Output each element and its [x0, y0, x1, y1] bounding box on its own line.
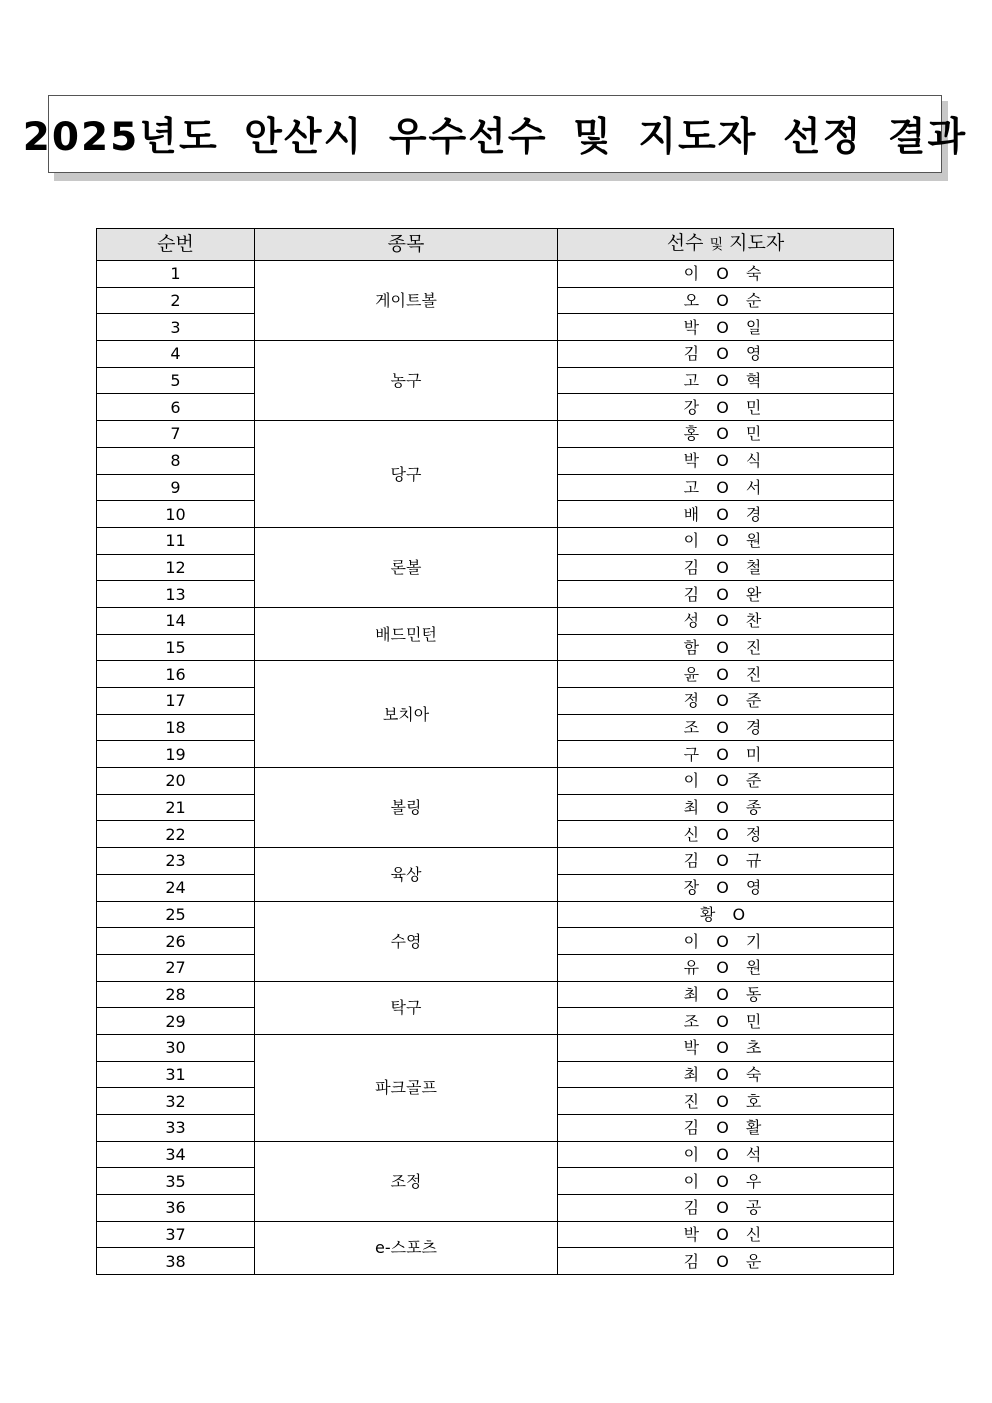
- table-row: [97, 421, 894, 448]
- row-number-cell: 24: [97, 874, 255, 901]
- row-number-cell: 22: [97, 821, 255, 848]
- athlete-name-cell: 성 O 찬: [558, 607, 894, 634]
- table-row: [97, 768, 894, 795]
- row-number-cell: 30: [97, 1034, 255, 1061]
- athlete-name-cell: 유 O 원: [558, 954, 894, 981]
- row-number-cell: 16: [97, 661, 255, 688]
- selection-table: [96, 228, 894, 1275]
- row-number-cell: 28: [97, 981, 255, 1008]
- row-number-cell: 14: [97, 607, 255, 634]
- row-number-cell: 4: [97, 341, 255, 368]
- sport-cell: 탁구: [255, 981, 558, 1034]
- sport-cell: 론볼: [255, 527, 558, 607]
- athlete-name-cell: 이 O 준: [558, 768, 894, 795]
- row-number-cell: 32: [97, 1088, 255, 1115]
- table-row: [97, 607, 894, 634]
- athlete-name-cell: 이 O 우: [558, 1168, 894, 1195]
- table-row: [97, 261, 894, 288]
- athlete-name-cell: 고 O 서: [558, 474, 894, 501]
- athlete-name-cell: 신 O 정: [558, 821, 894, 848]
- row-number-cell: 31: [97, 1061, 255, 1088]
- athlete-name-cell: 김 O 운: [558, 1248, 894, 1275]
- header-and-label: 및: [709, 237, 724, 253]
- row-number-cell: 27: [97, 954, 255, 981]
- title-box: [22, 95, 968, 173]
- header-athlete: [558, 229, 894, 261]
- athlete-name-cell: 김 O 규: [558, 848, 894, 875]
- table-header-row: [97, 229, 894, 261]
- row-number-cell: 38: [97, 1248, 255, 1275]
- athlete-name-cell: 최 O 동: [558, 981, 894, 1008]
- sport-cell: 농구: [255, 341, 558, 421]
- row-number-cell: 2: [97, 287, 255, 314]
- athlete-name-cell: 홍 O 민: [558, 421, 894, 448]
- athlete-name-cell: 이 O 원: [558, 527, 894, 554]
- row-number-cell: 10: [97, 501, 255, 528]
- athlete-name-cell: 김 O 철: [558, 554, 894, 581]
- header-number: 순번: [97, 229, 255, 261]
- athlete-name-cell: 함 O 진: [558, 634, 894, 661]
- athlete-name-cell: 박 O 신: [558, 1221, 894, 1248]
- athlete-name-cell: 김 O 완: [558, 581, 894, 608]
- athlete-name-cell: 장 O 영: [558, 874, 894, 901]
- row-number-cell: 36: [97, 1195, 255, 1222]
- athlete-name-cell: 강 O 민: [558, 394, 894, 421]
- row-number-cell: 15: [97, 634, 255, 661]
- page-title: 2025년도 안산시 우수선수 및 지도자 선정 결과: [22, 115, 968, 160]
- row-number-cell: 37: [97, 1221, 255, 1248]
- header-athlete-label: 선수: [666, 232, 704, 254]
- sport-cell: 육상: [255, 848, 558, 901]
- sport-cell: 게이트볼: [255, 261, 558, 341]
- athlete-name-cell: 오 O 순: [558, 287, 894, 314]
- athlete-name-cell: 이 O 석: [558, 1141, 894, 1168]
- row-number-cell: 29: [97, 1008, 255, 1035]
- row-number-cell: 34: [97, 1141, 255, 1168]
- row-number-cell: 19: [97, 741, 255, 768]
- sport-cell: 수영: [255, 901, 558, 981]
- table-row: [97, 981, 894, 1008]
- athlete-name-cell: 고 O 혁: [558, 367, 894, 394]
- athlete-name-cell: 박 O 식: [558, 447, 894, 474]
- row-number-cell: 1: [97, 261, 255, 288]
- athlete-name-cell: 이 O 기: [558, 928, 894, 955]
- row-number-cell: 11: [97, 527, 255, 554]
- sport-cell: 조정: [255, 1141, 558, 1221]
- athlete-name-cell: 김 O 공: [558, 1195, 894, 1222]
- row-number-cell: 13: [97, 581, 255, 608]
- row-number-cell: 8: [97, 447, 255, 474]
- athlete-name-cell: 조 O 민: [558, 1008, 894, 1035]
- header-coach-label: 지도자: [729, 232, 785, 254]
- table-row: [97, 1141, 894, 1168]
- athlete-name-cell: 구 O 미: [558, 741, 894, 768]
- athlete-name-cell: 배 O 경: [558, 501, 894, 528]
- row-number-cell: 7: [97, 421, 255, 448]
- athlete-name-cell: 최 O 숙: [558, 1061, 894, 1088]
- row-number-cell: 20: [97, 768, 255, 795]
- row-number-cell: 25: [97, 901, 255, 928]
- row-number-cell: 3: [97, 314, 255, 341]
- athlete-name-cell: 진 O 호: [558, 1088, 894, 1115]
- athlete-name-cell: 박 O 일: [558, 314, 894, 341]
- table-row: [97, 848, 894, 875]
- row-number-cell: 9: [97, 474, 255, 501]
- row-number-cell: 6: [97, 394, 255, 421]
- table-row: [97, 661, 894, 688]
- row-number-cell: 33: [97, 1115, 255, 1142]
- row-number-cell: 18: [97, 714, 255, 741]
- athlete-name-cell: 윤 O 진: [558, 661, 894, 688]
- table-row: [97, 341, 894, 368]
- athlete-name-cell: 박 O 초: [558, 1034, 894, 1061]
- table-row: [97, 1221, 894, 1248]
- row-number-cell: 26: [97, 928, 255, 955]
- sport-cell: 배드민턴: [255, 607, 558, 660]
- athlete-name-cell: 김 O 활: [558, 1115, 894, 1142]
- row-number-cell: 21: [97, 794, 255, 821]
- athlete-name-cell: 황 O: [558, 901, 894, 928]
- table-body: [97, 261, 894, 1275]
- header-sport: 종목: [255, 229, 558, 261]
- athlete-name-cell: 조 O 경: [558, 714, 894, 741]
- row-number-cell: 12: [97, 554, 255, 581]
- sport-cell: 보치아: [255, 661, 558, 768]
- sport-cell: 당구: [255, 421, 558, 528]
- sport-cell: e-스포츠: [255, 1221, 558, 1274]
- athlete-name-cell: 이 O 숙: [558, 261, 894, 288]
- row-number-cell: 17: [97, 688, 255, 715]
- table-row: [97, 901, 894, 928]
- athlete-name-cell: 김 O 영: [558, 341, 894, 368]
- row-number-cell: 35: [97, 1168, 255, 1195]
- row-number-cell: 5: [97, 367, 255, 394]
- sport-cell: 파크골프: [255, 1034, 558, 1141]
- athlete-name-cell: 최 O 종: [558, 794, 894, 821]
- athlete-name-cell: 정 O 준: [558, 688, 894, 715]
- row-number-cell: 23: [97, 848, 255, 875]
- table-row: [97, 527, 894, 554]
- table-row: [97, 1034, 894, 1061]
- sport-cell: 볼링: [255, 768, 558, 848]
